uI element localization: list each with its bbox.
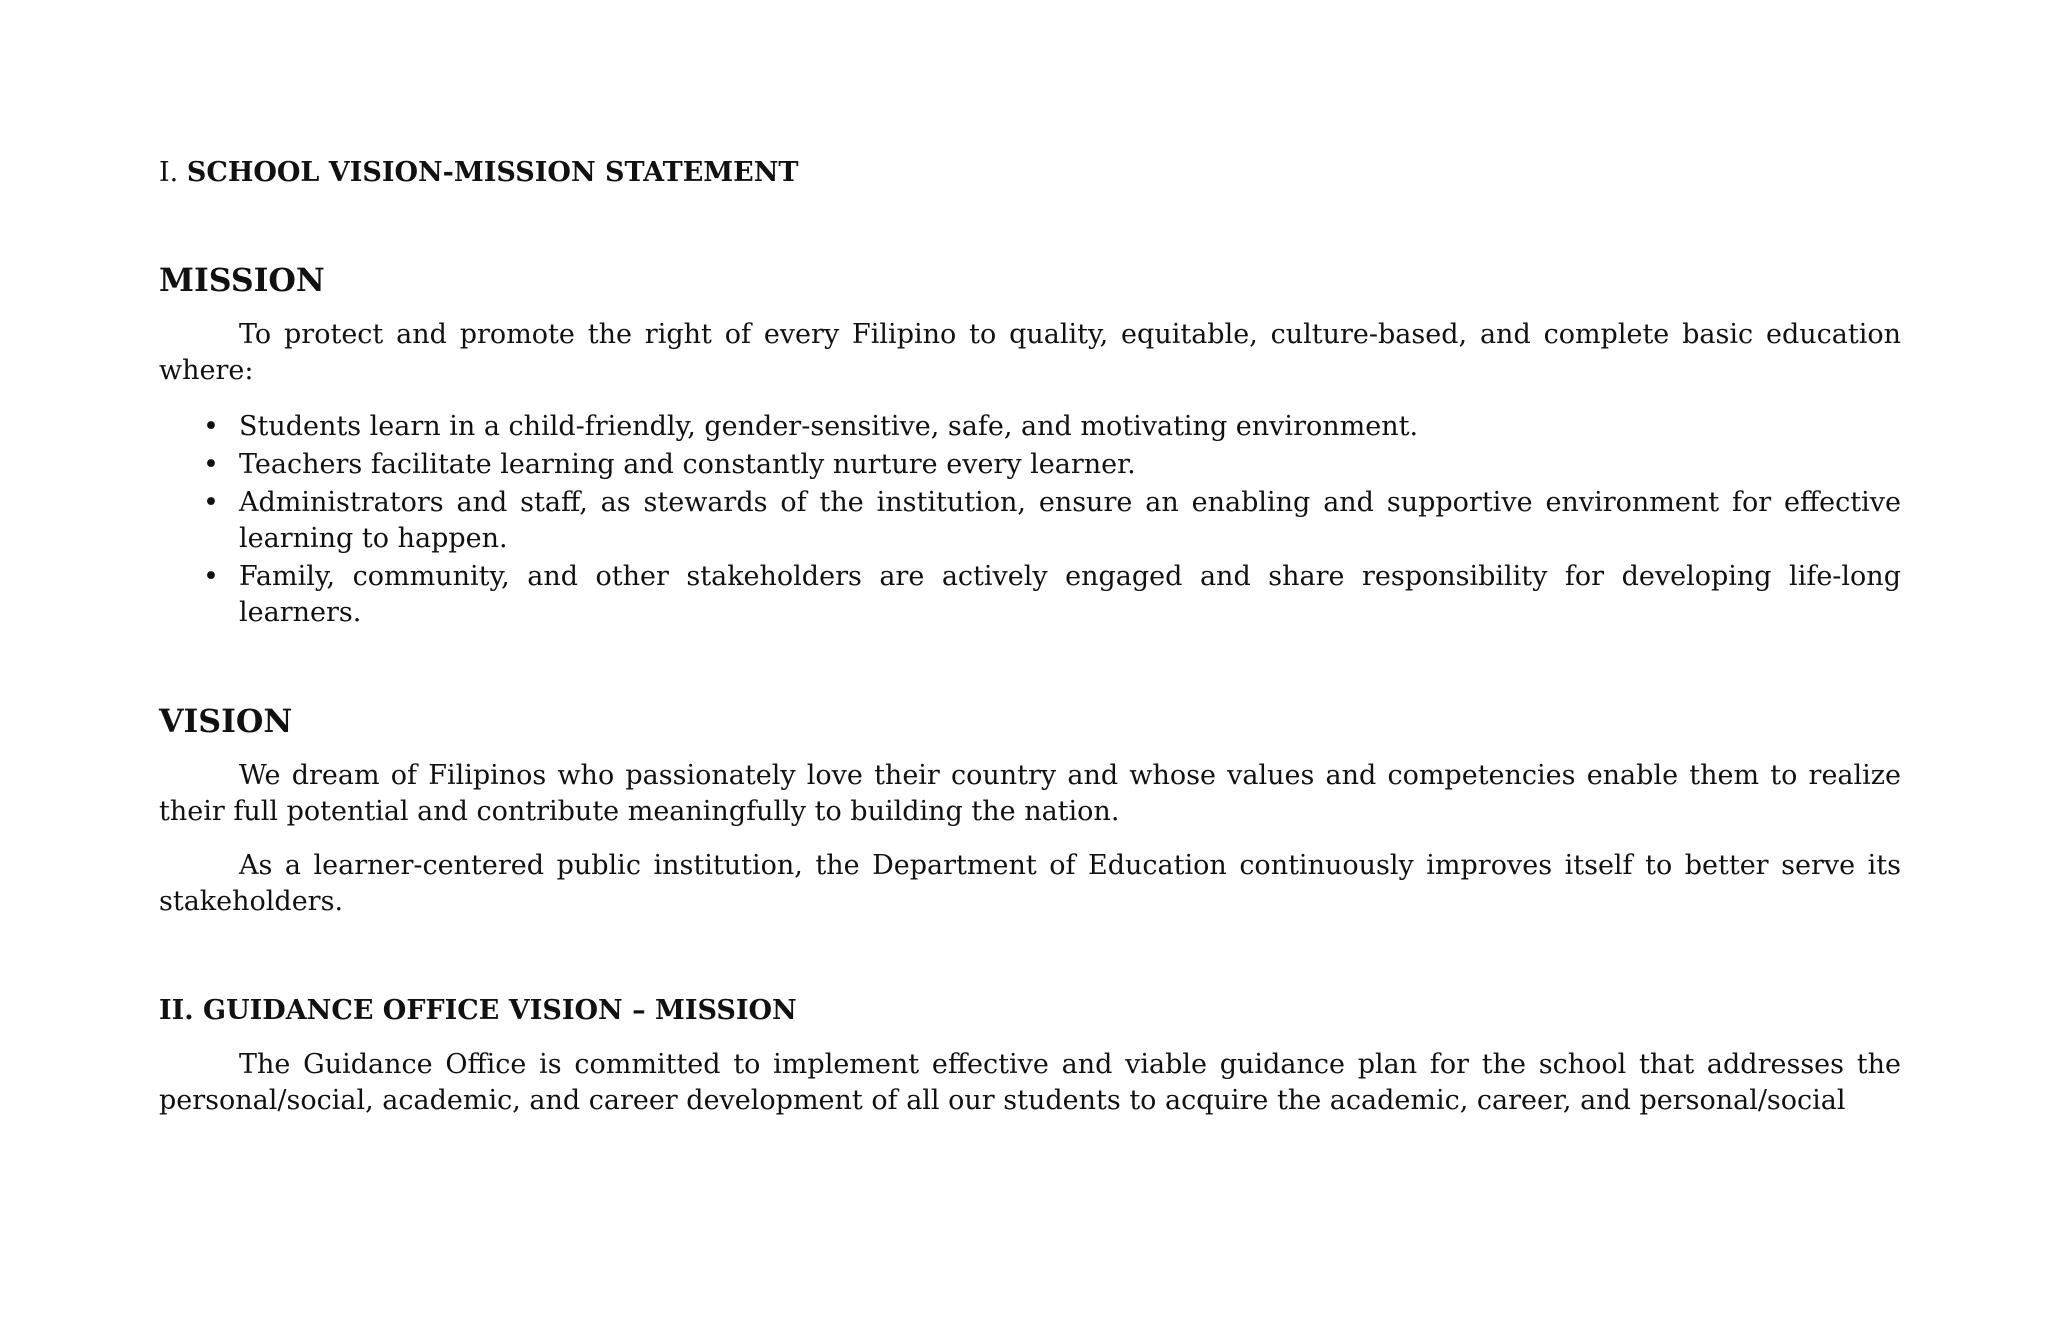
mission-bullet-text: Students learn in a child-friendly, gender-sensitive, safe, and motivating environment.	[239, 411, 1419, 442]
mission-bullet-text: Family, community, and other stakeholders are actively engaged and share responsibility for developing life-long learners.	[239, 561, 1901, 628]
section-1-heading: SCHOOL VISION-MISSION STATEMENT	[186, 157, 799, 188]
bullet-icon: •	[203, 487, 219, 518]
vision-paragraph-1: We dream of Filipinos who passionately love their country and whose values and competencies enable them to realize their full potential and contribute meaningfully to building the nation.	[159, 760, 1901, 827]
mission-bullet-list	[159, 409, 1901, 631]
section-1-title	[159, 155, 1901, 191]
list-item	[159, 447, 1901, 483]
mission-bullet-text: Administrators and staff, as stewards of the institution, ensure an enabling and supportive environment for effective learning to happen.	[239, 487, 1901, 554]
section-1-number: I.	[159, 157, 179, 188]
mission-heading: MISSION	[159, 262, 325, 299]
mission-bullet-text: Teachers facilitate learning and constantly nurture every learner.	[239, 449, 1136, 480]
list-item	[159, 559, 1901, 631]
bullet-icon: •	[203, 449, 219, 480]
list-item	[159, 409, 1901, 445]
vision-paragraph-2: As a learner-centered public institution, the Department of Education continuously improves itself to better serve its stakeholders.	[159, 850, 1901, 917]
list-item	[159, 485, 1901, 557]
bullet-icon: •	[203, 561, 219, 592]
guidance-paragraph: The Guidance Office is committed to implement effective and viable guidance plan for the school that addresses the personal/social, academic, and career development of all our students to acquire the academic, career, and personal/social	[159, 1049, 1901, 1116]
mission-intro: To protect and promote the right of every Filipino to quality, equitable, culture-based, and complete basic education where:	[159, 319, 1901, 386]
vision-heading: VISION	[159, 703, 293, 740]
document-page	[159, 155, 1901, 1119]
bullet-icon: •	[203, 411, 219, 442]
section-2-heading: II. GUIDANCE OFFICE VISION – MISSION	[159, 995, 797, 1026]
